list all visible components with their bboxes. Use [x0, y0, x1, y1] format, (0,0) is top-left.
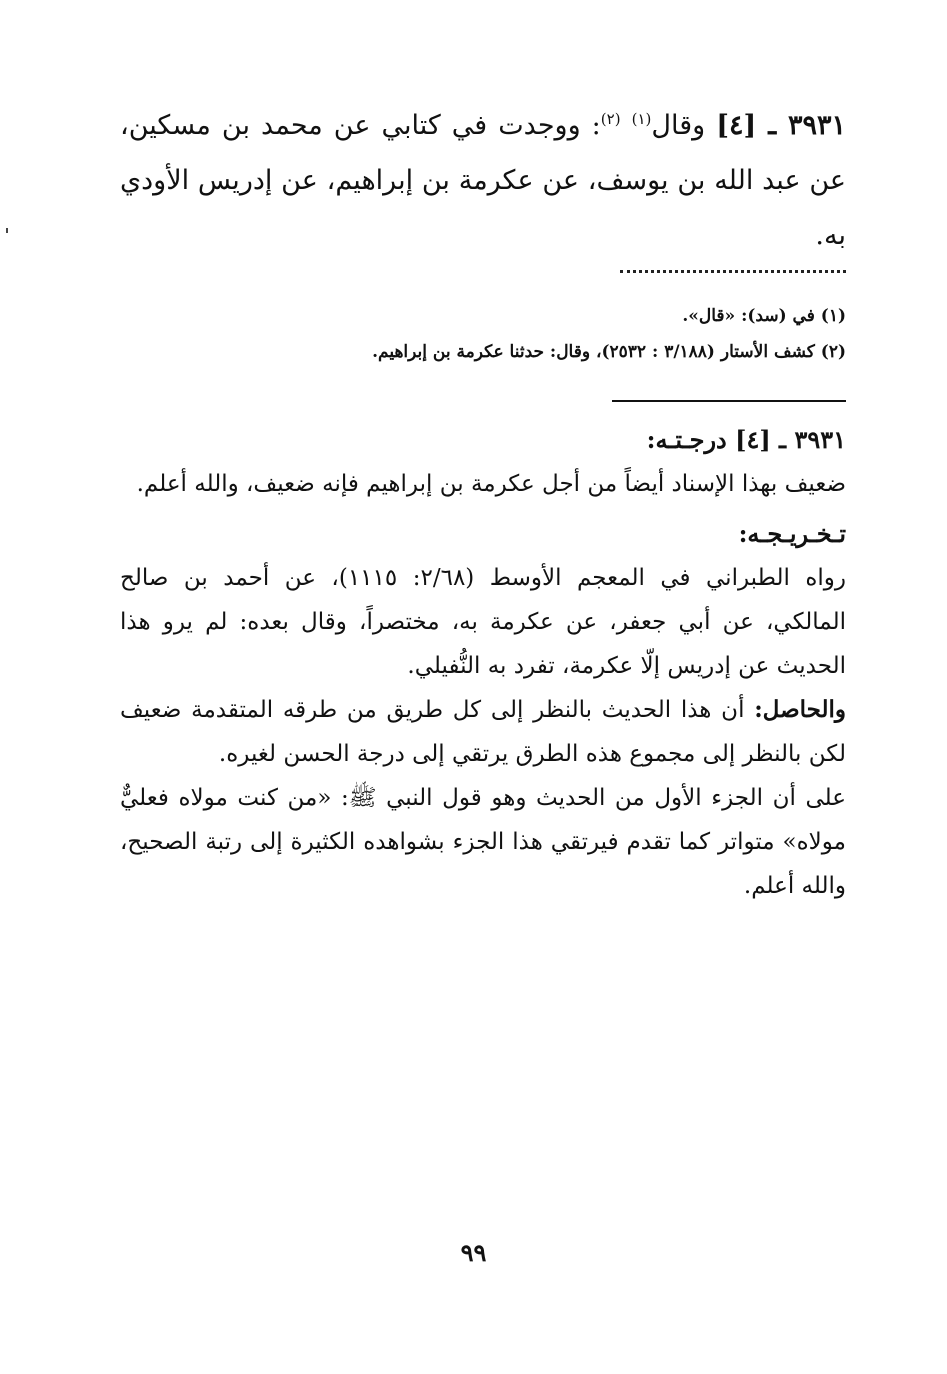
footnote-ref-2: (٢): [600, 110, 621, 128]
main-entry: [120, 98, 846, 263]
footnote-2: (٢) كشف الأستار (٣/١٨٨ : ٢٥٣٢)، وقال: حدثنا عكرمة بن إبراهيم.: [372, 342, 846, 362]
conclusion-label: والحاصل:: [754, 696, 846, 723]
scan-edge-mark: [6, 228, 8, 233]
final-note-section: [120, 776, 846, 908]
takhrij-section: [120, 512, 846, 688]
entry-number: ٣٩٣١ ـ [٤]: [716, 110, 846, 141]
section-rule: [612, 400, 846, 402]
grade-text: ضعيف بهذا الإسناد أيضاً من أجل عكرمة بن إبراهيم فإنه ضعيف، والله أعلم.: [136, 471, 846, 497]
footnotes: [120, 298, 846, 370]
final-note-text: على أن الجزء الأول من الحديث وهو قول النبي ﷺ: «من كنت مولاه فعليٌّ مولاه» متواتر كما تقدم فيرتقي هذا الجزء بشواهده الكثيرة إلى رتبة الصحيح، والله أعلم.: [120, 785, 846, 899]
takhrij-heading: تـخـريـجـه:: [738, 519, 846, 548]
grade-section: [120, 418, 846, 506]
conclusion-section: [120, 688, 846, 776]
takhrij-text: رواه الطبراني في المعجم الأوسط (٢/٦٨: ١١١٥)، عن أحمد بن صالح المالكي، عن أبي جعفر، عن عكرمة به، مختصراً، وقال بعده: لم يرو هذا الحديث عن إدريس إلّا عكرمة، تفرد به النُّفيلي.: [120, 565, 847, 679]
footnote-separator-dotted: [620, 270, 846, 273]
footnote-ref-1: (١): [631, 110, 652, 128]
entry-text: : ووجدت في كتابي عن محمد بن مسكين، عن عبد الله بن يوسف، عن عكرمة بن إبراهيم، عن إدريس الأودي به.: [120, 110, 846, 251]
entry-said-word: وقال: [651, 110, 706, 141]
page-number: ٩٩: [460, 1238, 487, 1267]
footnote-1: (١) في (سد): «قال».: [682, 306, 846, 326]
conclusion-text: أن هذا الحديث بالنظر إلى كل طريق من طرقه المتقدمة ضعيف لكن بالنظر إلى مجموع هذه الطرق يرتقي إلى درجة الحسن لغيره.: [120, 697, 846, 767]
grade-heading: ٣٩٣١ ـ [٤] درجـتـه:: [646, 425, 846, 454]
